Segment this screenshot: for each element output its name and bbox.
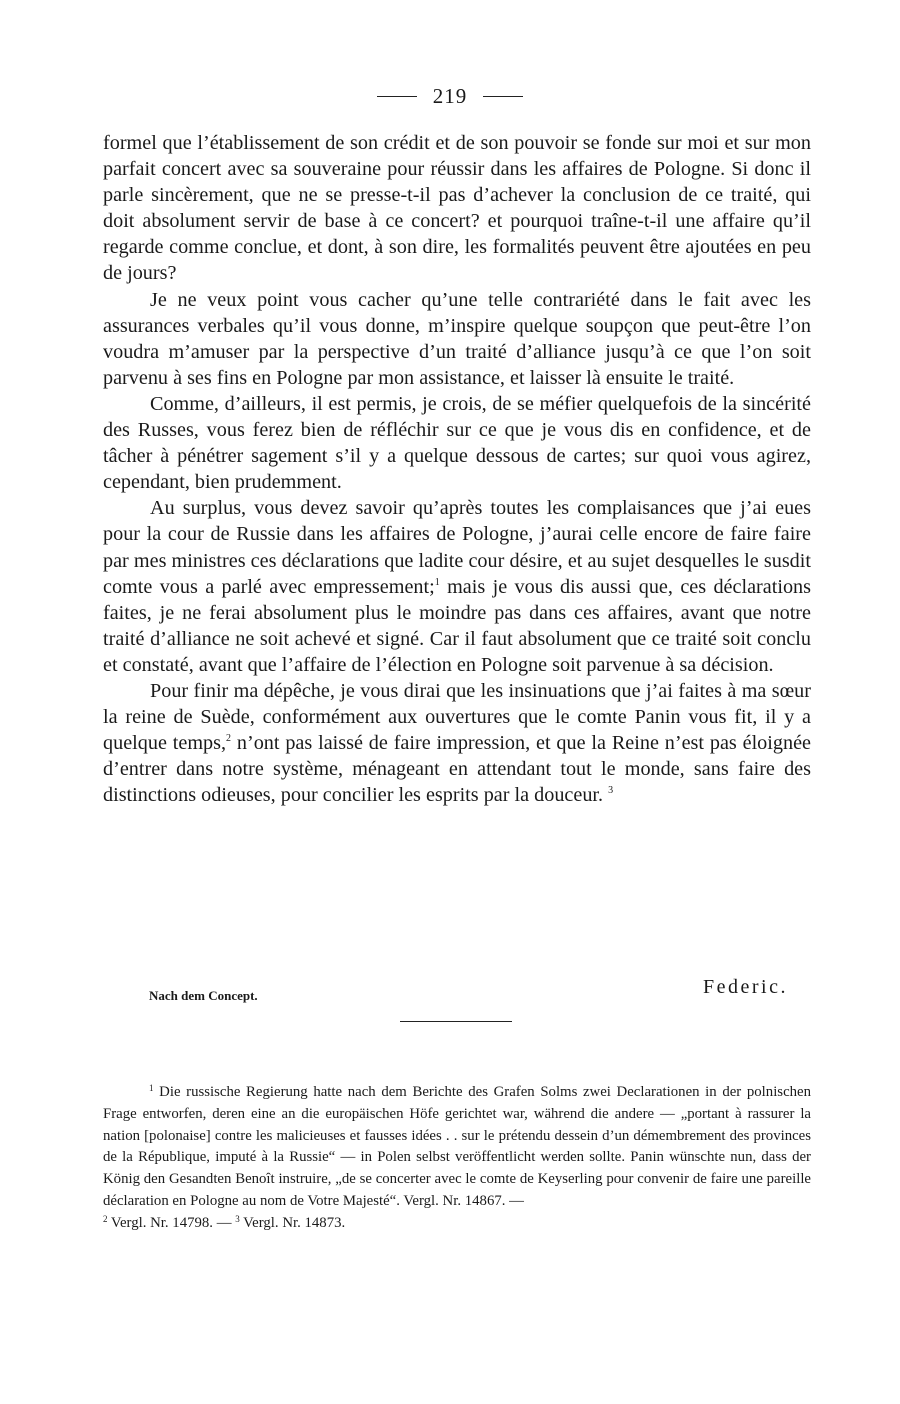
paragraph-5 (103, 678, 811, 808)
footnote-2-text: Vergl. Nr. 14798. — (107, 1214, 236, 1231)
page-number: 219 (432, 84, 468, 108)
paragraph-4-part-2: mais je vous dis aussi que, ces déclarations faites, je ne ferai absolument plus le moindre pas dans ces affaires, avant que notre traité d’alliance ne soit achevé et signé. Car il faut absolument que ce traité soit conclu et constaté, avant que l’affaire de l’élection en Pologne soit parvenue à sa décision. (103, 575, 811, 676)
source-note: Nach dem Concept. (149, 988, 258, 1003)
footnote-1-text: Die russische Regierung hatte nach dem Berichte des Grafen Solms zwei Declarationen in der polnischen Frage entworfen, deren eine an die europäischen Höfe gerichtet war, während die andere — „portant à rassurer la nation [polonaise] contre les malicieuses et fausses idées . . sur le prétendu dessein d’un démembrement des provinces de la République, imputé à la Russie“ — in Polen selbst veröffentlicht werden sollte. Panin wünschte nun, dass der König den Gesandten Benoît instruire, „de se concerter avec le comte de Keyserling pour convenir de faire une pareille déclaration en Pologne au nom de Votre Majesté“. Vergl. Nr. 14867. — (103, 1084, 811, 1209)
letter-body (103, 130, 811, 808)
paragraph-3: Comme, d’ailleurs, il est permis, je crois, de se méfier quelquefois de la sincérité des Russes, vous ferez bien de réfléchir sur ce que je vous dis en confidence, et de tâcher à pénétrer sagement s’il y a quelque dessous de cartes; sur quoi vous agirez, cependant, bien prudemment. (103, 392, 811, 494)
footnote-1 (103, 1082, 811, 1213)
footnote-ref-1: 1 (434, 576, 440, 588)
footnote-ref-2: 2 (226, 733, 232, 745)
paragraph-1: formel que l’établissement de son crédit et de son pouvoir se fonde sur moi et sur mon parfait concert avec sa souveraine pour réussir dans les affaires de Pologne. Si donc il parle sincèrement, que ne se presse-t-il pas d’achever la conclusion de ce traité, qui doit absolument servir de base à ce concert? et pourquoi traîne-t-il une affaire qu’il regarde comme conclue, et dont, à son dire, les formalités peuvent être ajoutées en peu de jours? (103, 132, 811, 285)
paragraph-2: Je ne veux point vous cacher qu’une telle contrariété dans le fait avec les assurances verbales qu’il vous donne, m’inspire quelque soupçon que peut-être l’on voudra m’amuser par la perspective d’un traité d’alliance jusqu’à ce que l’on soit parvenu à ses fins en Pologne par mon assistance, et laisser là ensuite le traité. (103, 288, 811, 389)
footnote-3-text: Vergl. Nr. 14873. (239, 1214, 346, 1231)
header-rule-left (377, 96, 417, 97)
signature: Federic. (703, 976, 788, 998)
footnote-1-mark: 1 (149, 1083, 154, 1093)
paragraph-4-part-1: Au surplus, vous devez savoir qu’après toutes les complaisances que j’ai eues pour la cour de Russie dans les affaires de Pologne, j’aurai celle encore de faire faire par mes ministres ces déclarations que ladite cour désire, et au sujet desquelles le susdit comte vous a parlé avec empressement; (103, 497, 811, 598)
paragraph-5-part-1: Pour finir ma dépêche, je vous dirai que les insinuations que j’ai faites à ma sœur la reine de Suède, conformément aux ouvertures que le comte Panin vous fit, il y a quelque temps, (103, 679, 811, 755)
footnote-ref-3: 3 (608, 785, 614, 797)
page-header (0, 84, 900, 109)
header-rule-right (483, 96, 523, 97)
paragraph-5-part-2: n’ont pas laissé de faire impression, et que la Reine n’est pas éloignée d’entrer dans notre système, ménageant en attendant tout le monde, sans faire des distinctions odieuses, pour concilier les esprits par la douceur. (103, 732, 811, 807)
closing-line (103, 976, 788, 1006)
paragraph-4 (103, 495, 811, 678)
footnote-2-mark: 2 (103, 1213, 108, 1224)
footnotes (103, 1082, 811, 1235)
footnotes-2-3 (103, 1213, 811, 1235)
footnote-separator (400, 1021, 512, 1022)
footnote-3-mark: 3 (235, 1213, 240, 1224)
